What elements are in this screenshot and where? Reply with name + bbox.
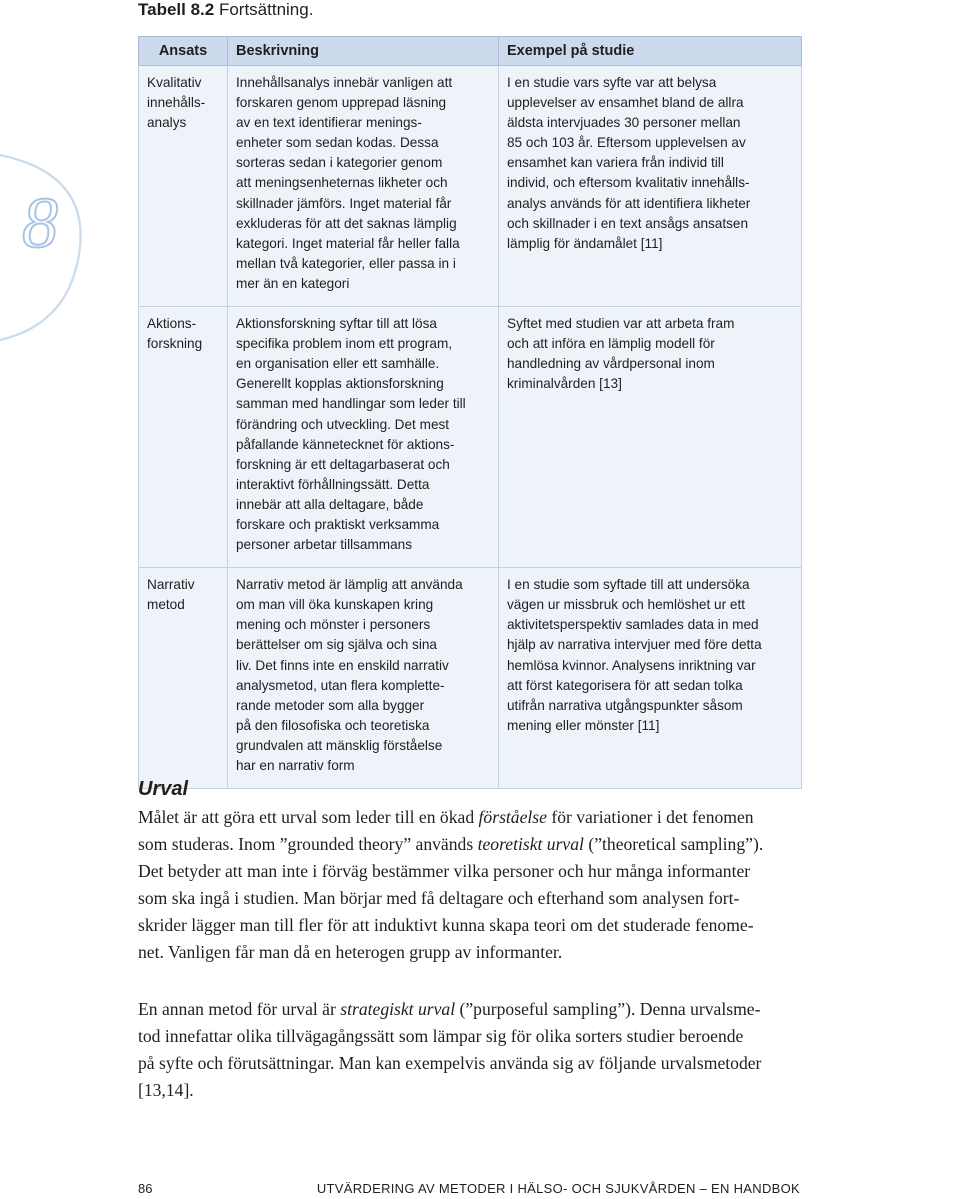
column-header-exempel: Exempel på studie bbox=[499, 37, 802, 66]
cell-ansats: Kvalitativ innehålls- analys bbox=[139, 66, 228, 307]
paragraph-strategiskt-urval bbox=[138, 996, 788, 1104]
cell-beskrivning: Innehållsanalys innebär vanligen att forskaren genom upprepad läsning av en text identifierar menings- enheter som sedan kodas. Dessa sorteras sedan i kategorier genom att meningsenheternas likheter och skillnader jämförs. Inget material får exkluderas för att det saknas lämplig kategori. Inget material får heller falla mellan två kategorier, eller passa in i mer än en kategori bbox=[228, 66, 499, 307]
table-caption-label: Tabell 8.2 bbox=[138, 0, 215, 19]
section-heading: Urval bbox=[138, 778, 189, 800]
text-run: (”theoretical sampling”). Det betyder att man inte i förväg bestämmer vilka personer och hur många informanter som ska ingå i studien. Man börjar med få deltagare och efterhand som analysen fort- skrider lägger man till fler för att induktivt kunna skapa teori om det studerade fenome- net. Vanligen får man då en heterogen grupp av informanter. bbox=[138, 834, 764, 962]
cell-exempel: I en studie som syftade till att undersöka vägen ur missbruk och hemlöshet ur ett aktivitetsperspektiv samlades data in med hjälp av narrativa intervjuer med före detta hemlösa kvinnor. Analysens inriktning var att först kategorisera för att sedan tolka utifrån narrativa utgångspunkter såsom mening eller mönster [11] bbox=[499, 568, 802, 789]
table-row bbox=[139, 307, 802, 568]
table-row bbox=[139, 66, 802, 307]
column-header-ansats: Ansats bbox=[139, 37, 228, 66]
cell-exempel: Syftet med studien var att arbeta fram och att införa en lämplig modell för handledning av vårdpersonal inom kriminalvården [13] bbox=[499, 307, 802, 568]
table-header-row bbox=[139, 37, 802, 66]
cell-ansats: Narrativ metod bbox=[139, 568, 228, 789]
table-row bbox=[139, 568, 802, 789]
cell-exempel: I en studie vars syfte var att belysa upplevelser av ensamhet bland de allra äldsta intervjuades 30 personer mellan 85 och 103 år. Eftersom upplevelsen av ensamhet kan variera från individ till individ, och eftersom kvalitativ innehålls- analys används för att identifiera likheter och skillnader i en text ansågs ansatsen lämplig för ändamålet [11] bbox=[499, 66, 802, 307]
page-number: 86 bbox=[138, 1181, 153, 1196]
emphasis: strategiskt urval bbox=[340, 999, 456, 1019]
cell-ansats: Aktions- forskning bbox=[139, 307, 228, 568]
chapter-number: 8 bbox=[22, 183, 58, 263]
text-run: Målet är att göra ett urval som leder till en ökad bbox=[138, 807, 479, 827]
emphasis: förståelse bbox=[478, 807, 547, 827]
table-caption bbox=[138, 0, 313, 20]
cell-beskrivning: Aktionsforskning syftar till att lösa specifika problem inom ett program, en organisation eller ett samhälle. Generellt kopplas aktionsforskning samman med handlingar som leder till förändring och utveckling. Det mest påfallande kännetecknet för aktions- forskning är ett deltagarbaserat och interaktivt förhållningssätt. Detta innebär att alla deltagare, både forskare och praktiskt verksamma personer arbetar tillsammans bbox=[228, 307, 499, 568]
text-run: En annan metod för urval är bbox=[138, 999, 341, 1019]
running-footer: UTVÄRDERING AV METODER I HÄLSO- OCH SJUKVÅRDEN – EN HANDBOK bbox=[316, 1181, 800, 1196]
chapter-marker bbox=[0, 120, 90, 370]
cell-beskrivning: Narrativ metod är lämplig att använda om man vill öka kunskapen kring mening och mönster i personers berättelser om sig själva och sina liv. Det finns inte en enskild narrativ analysmetod, utan flera komplette- rande metoder som alla bygger på den filosofiska och teoretiska grundvalen att mänsklig förståelse har en narrativ form bbox=[228, 568, 499, 789]
emphasis: teoretiskt urval bbox=[477, 834, 584, 854]
column-header-beskrivning: Beskrivning bbox=[228, 37, 499, 66]
paragraph-urval bbox=[138, 804, 788, 966]
text-run: (”purposeful sampling”). Denna urvalsme- tod innefattar olika tillvägagångssätt som lämpar sig för olika sorters studier beroende på syfte och förutsättningar. Man kan exempelvis använda sig av följande urvalsmetoder [13,14]. bbox=[138, 999, 762, 1100]
table-caption-text: Fortsättning. bbox=[218, 0, 314, 19]
text-run: för variationer i det fenomen som studeras. Inom ”grounded theory” används bbox=[138, 807, 754, 854]
methods-table bbox=[138, 36, 802, 789]
